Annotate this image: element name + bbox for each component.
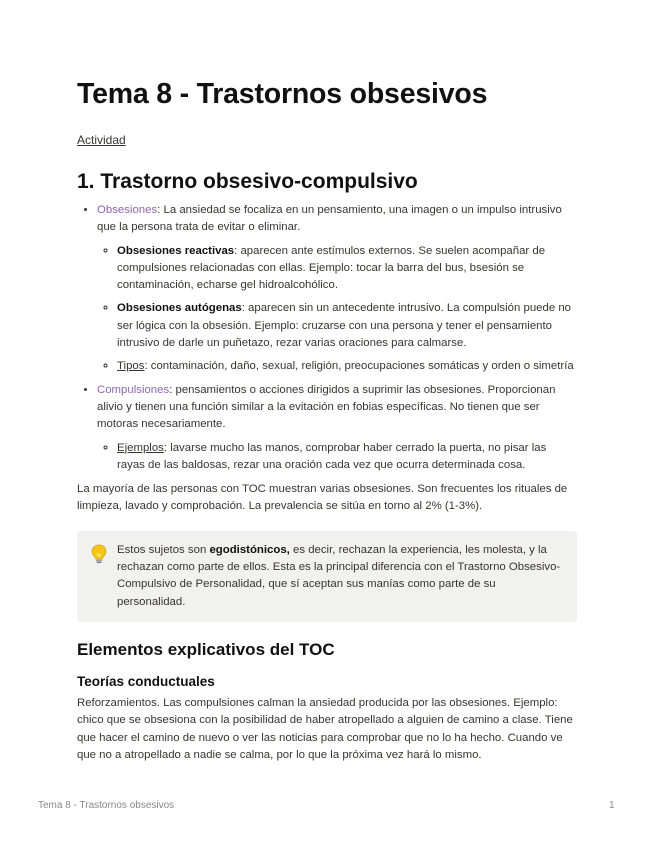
- callout-text-pre: Estos sujetos son: [117, 543, 210, 556]
- callout-text-post: es decir, rechazan la experiencia, les molesta, y la rechazan como parte de ellos. Esta es la principal diferencia con el Trastorno Obsesivo-Compulsivo de Personalidad, que sí aceptan sus manías como parte de su personalidad.: [117, 543, 561, 608]
- page-title: Tema 8 - Trastornos obsesivos: [77, 78, 488, 110]
- tipos-text: : contaminación, daño, sexual, religión, preocupaciones somáticas y orden o simetría: [144, 360, 574, 373]
- obsesiones-text: : La ansiedad se focaliza en un pensamiento, una imagen o un impulso intrusivo que la persona trata de evitar o eliminar.: [97, 204, 562, 234]
- compulsiones-text: : pensamientos o acciones dirigidos a suprimir las obsesiones. Proporcionan alivio y tienen una función similar a la evitación en fobias específicas. No tienen que ser motoras necesariamente.: [97, 383, 556, 431]
- sub-list-compulsiones: [97, 440, 577, 475]
- teorias-paragraph: Reforzamientos. Las compulsiones calman la ansiedad producida por las obsesiones. Ejemplo: chico que se obsesiona con la posibilidad de haber atropellado a alguien de camino a clase. Tiene que hacer el camino de nuevo o ver las noticias para comprobar que no lo ha hecho. Cuando ve que no a atropellado a nadie se calma, por lo que la próxima vez hará lo mismo.: [77, 696, 573, 761]
- section-heading-toc: 1. Trastorno obsesivo-compulsivo: [77, 170, 418, 193]
- term-compulsiones: Compulsiones: [97, 383, 170, 396]
- prevalence-paragraph: La mayoría de las personas con TOC muestran varias obsesiones. Son frecuentes los rituales de limpieza, lavado y comprobación. La prevalencia se sitúa en torno al 2% (1-3%).: [77, 483, 568, 513]
- page-number: 1: [609, 800, 615, 811]
- term-autogenas: Obsesiones autógenas: [117, 302, 242, 315]
- subheading-teorias: Teorías conductuales: [77, 673, 215, 689]
- ejemplos-text: : lavarse mucho las manos, comprobar haber cerrado la puerta, no pisar las rayas de las baldosas, rezar una oración cada vez que ocurra determinada cosa.: [117, 441, 547, 471]
- reactivas-text: : aparecen ante estímulos externos. Se suelen acompañar de compulsiones relacionadas con ellas. Ejemplo: tocar la barra del bus, bsesión se contaminación, echarse gel hidroalcohólico.: [117, 244, 546, 292]
- autogenas-text: : aparecen sin un antecedente intrusivo. La compulsión puede no ser lógica con la obsesión. Ejemplo: cruzarse con una persona y tener el pensamiento intrusivo de darle un puñetazo, rezar varias oraciones para calmarse.: [117, 302, 571, 350]
- lightbulb-icon: [90, 544, 108, 564]
- sub-list-obsesiones: [97, 243, 577, 376]
- section-heading-elementos: Elementos explicativos del TOC: [77, 639, 335, 659]
- list-item-compulsiones: [97, 382, 577, 474]
- callout-egodistonicos: [77, 531, 577, 622]
- footer-title: Tema 8 - Trastornos obsesivos: [38, 800, 175, 811]
- term-ejemplos: Ejemplos: [117, 441, 164, 454]
- list-item-tipos: [117, 358, 577, 375]
- term-reactivas: Obsesiones reactivas: [117, 244, 235, 257]
- term-tipos: Tipos: [117, 360, 145, 373]
- list-item-reactivas: [117, 243, 577, 295]
- list-item-autogenas: [117, 300, 577, 352]
- list-item-obsesiones: [97, 202, 577, 376]
- callout-bold: egodistónicos,: [209, 543, 290, 556]
- bullet-list: [77, 202, 577, 474]
- activity-link[interactable]: Actividad: [77, 133, 126, 147]
- term-obsesiones: Obsesiones: [97, 204, 158, 216]
- content: [77, 202, 577, 764]
- list-item-ejemplos: [117, 440, 577, 475]
